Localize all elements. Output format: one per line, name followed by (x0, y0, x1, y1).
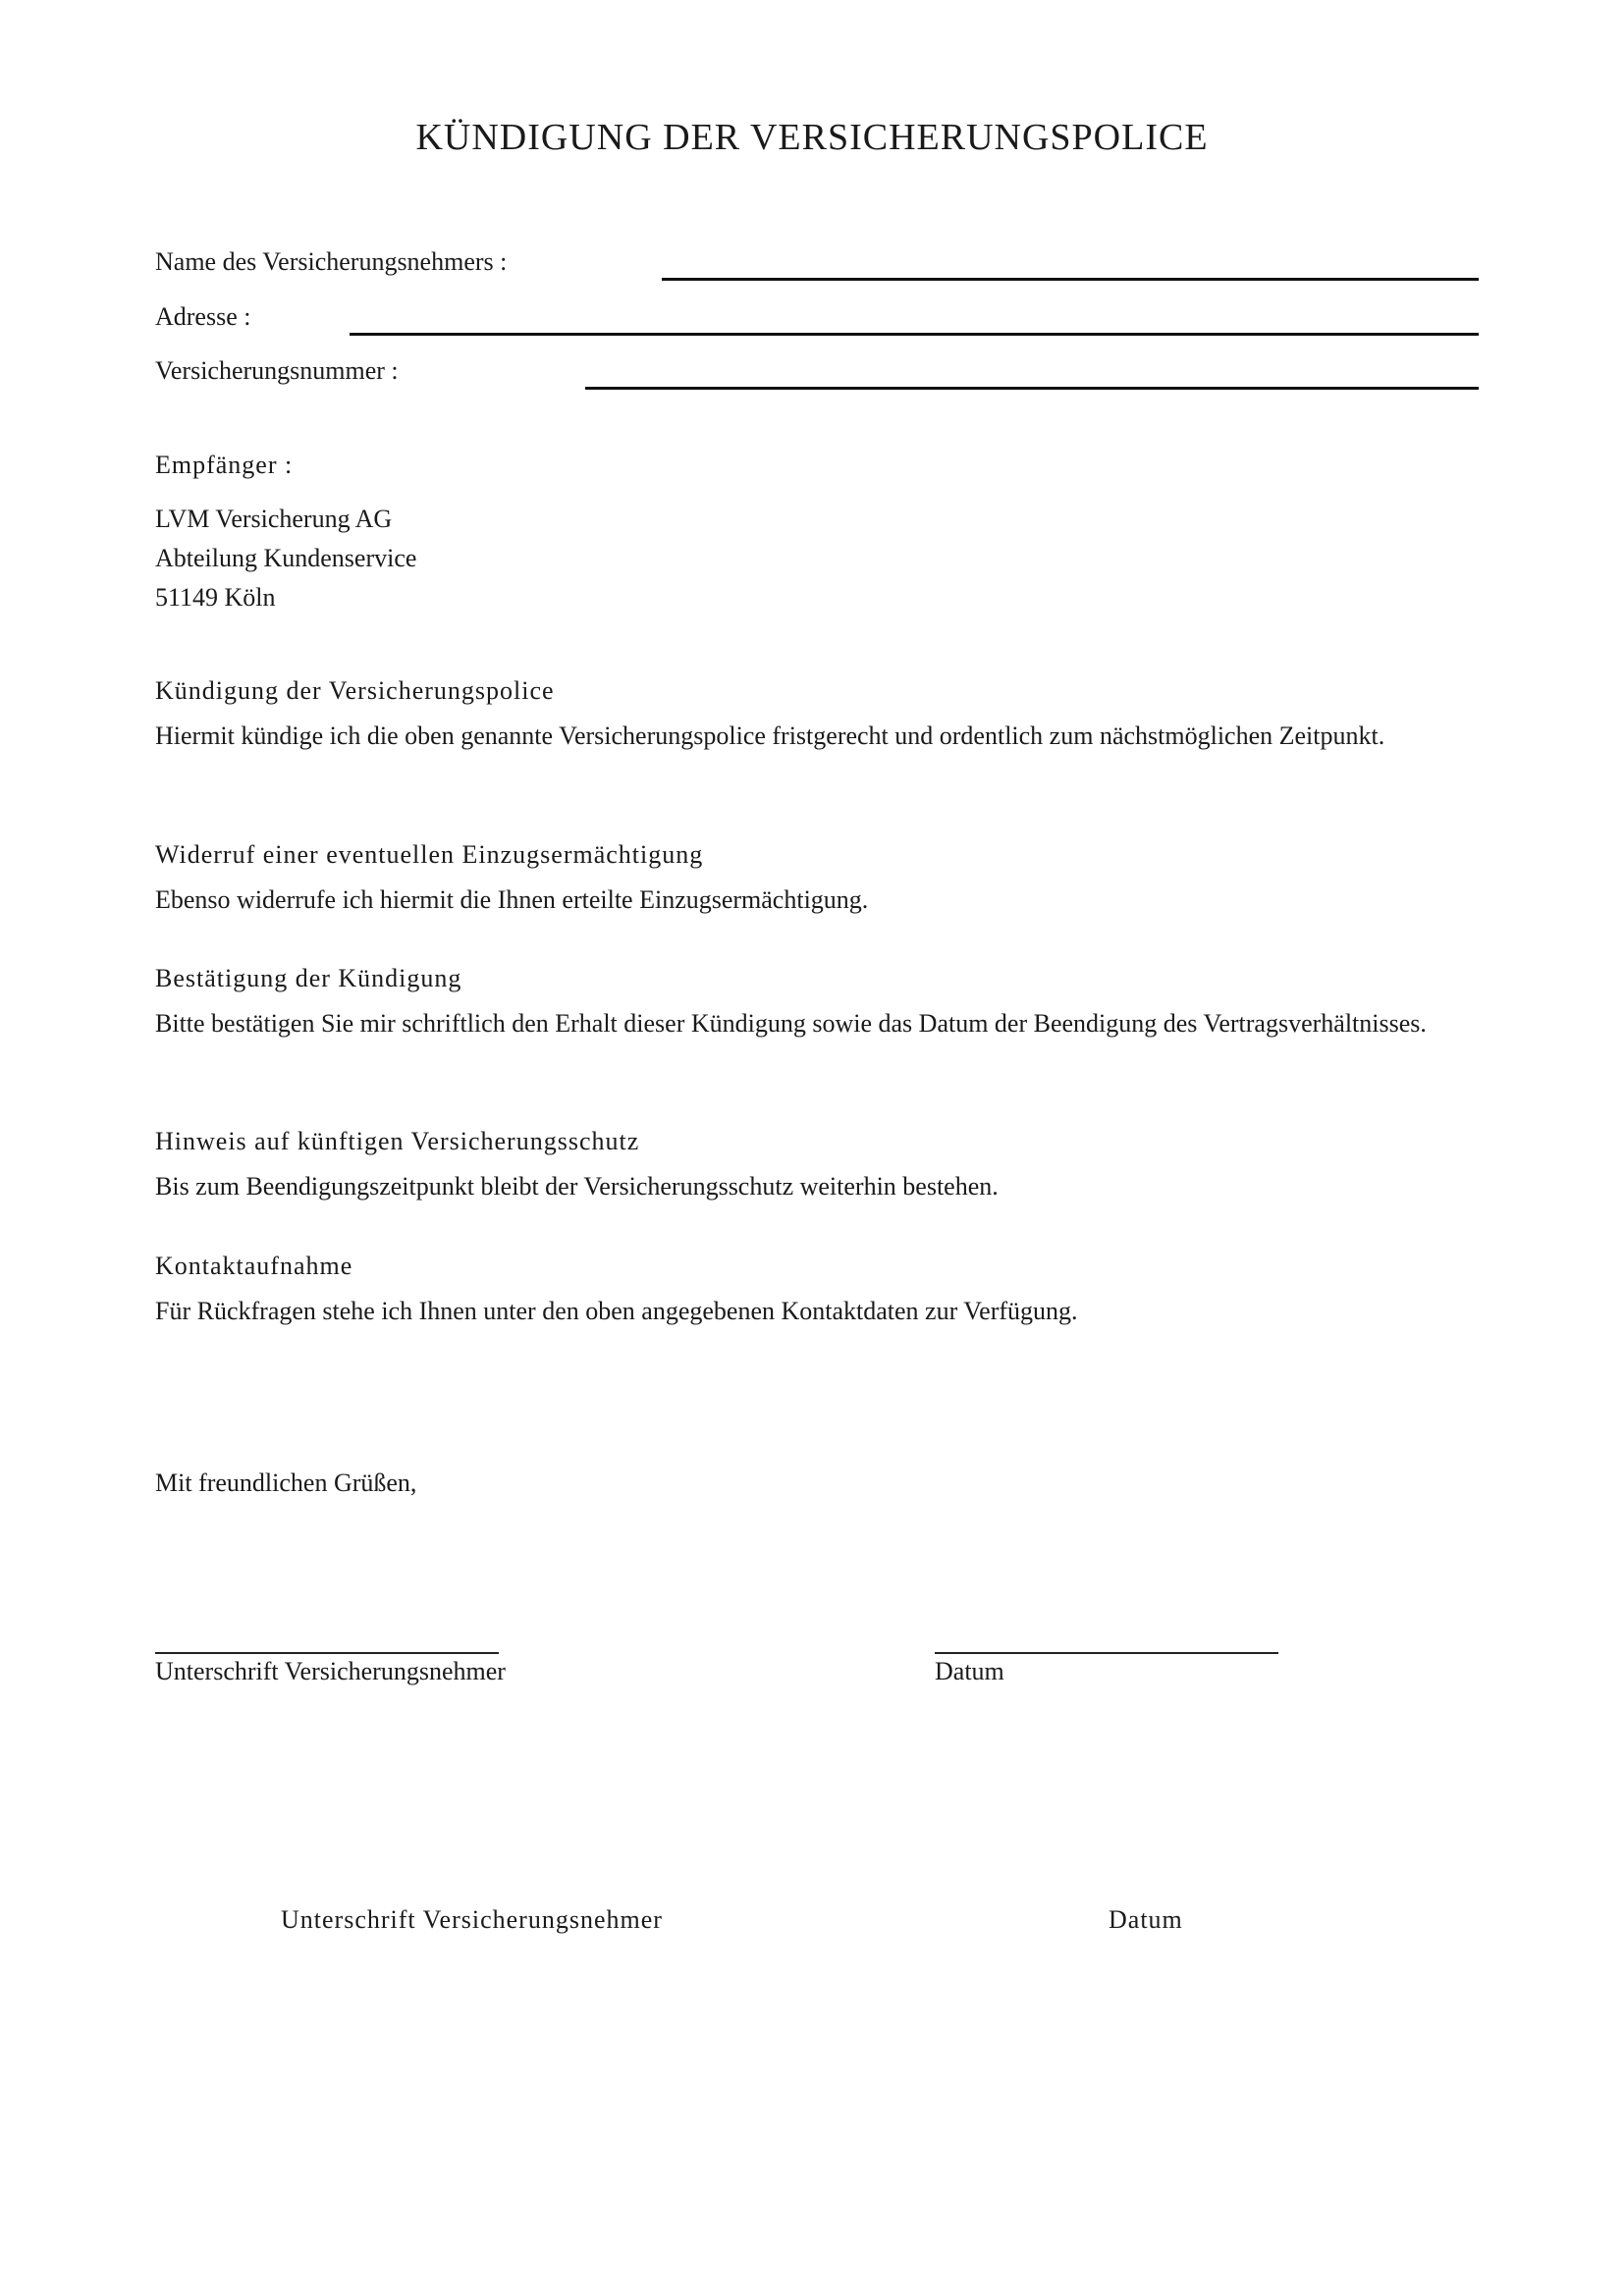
policy-number-label: Versicherungsnummer : (155, 356, 399, 385)
date-line[interactable] (935, 1652, 1278, 1654)
signature-label-secondary: Unterschrift Versicherungsnehmer (281, 1905, 663, 1934)
signature-label: Unterschrift Versicherungsnehmer (155, 1657, 506, 1685)
recipient-label: Empfänger : (155, 451, 294, 479)
recipient-department: Abteilung Kundenservice (155, 544, 417, 572)
address-field-line[interactable] (350, 333, 1479, 336)
section-text-coverage: Bis zum Beendigungszeitpunkt bleibt der Versicherungsschutz weiterhin bestehen. (155, 1172, 999, 1201)
address-label: Adresse : (155, 302, 251, 331)
date-label-secondary: Datum (1109, 1905, 1183, 1934)
name-label: Name des Versicherungsnehmers : (155, 247, 508, 276)
name-field-line[interactable] (662, 278, 1479, 281)
section-text-confirmation: Bitte bestätigen Sie mir schriftlich den Erhalt dieser Kündigung sowie das Datum der Beendigung des Vertragsverhältnisses. (155, 1009, 1427, 1038)
section-heading-contact: Kontaktaufnahme (155, 1252, 353, 1280)
section-heading-coverage: Hinweis auf künftigen Versicherungsschutz (155, 1127, 640, 1155)
recipient-city: 51149 Köln (155, 583, 276, 612)
section-heading-revocation: Widerruf einer eventuellen Einzugsermächtigung (155, 840, 704, 869)
signature-line[interactable] (155, 1652, 499, 1654)
closing-text: Mit freundlichen Grüßen, (155, 1468, 417, 1497)
recipient-company: LVM Versicherung AG (155, 505, 393, 533)
section-text-revocation: Ebenso widerrufe ich hiermit die Ihnen erteilte Einzugsermächtigung. (155, 885, 869, 914)
policy-number-field-line[interactable] (585, 387, 1479, 390)
section-text-termination: Hiermit kündige ich die oben genannte Versicherungspolice fristgerecht und ordentlich zum nächstmöglichen Zeitpunkt. (155, 721, 1385, 750)
section-heading-confirmation: Bestätigung der Kündigung (155, 964, 462, 992)
section-heading-termination: Kündigung der Versicherungspolice (155, 676, 555, 705)
date-label: Datum (935, 1657, 1004, 1685)
document-title: KÜNDIGUNG DER VERSICHERUNGSPOLICE (415, 117, 1209, 158)
section-text-contact: Für Rückfragen stehe ich Ihnen unter den oben angegebenen Kontaktdaten zur Verfügung. (155, 1297, 1078, 1325)
